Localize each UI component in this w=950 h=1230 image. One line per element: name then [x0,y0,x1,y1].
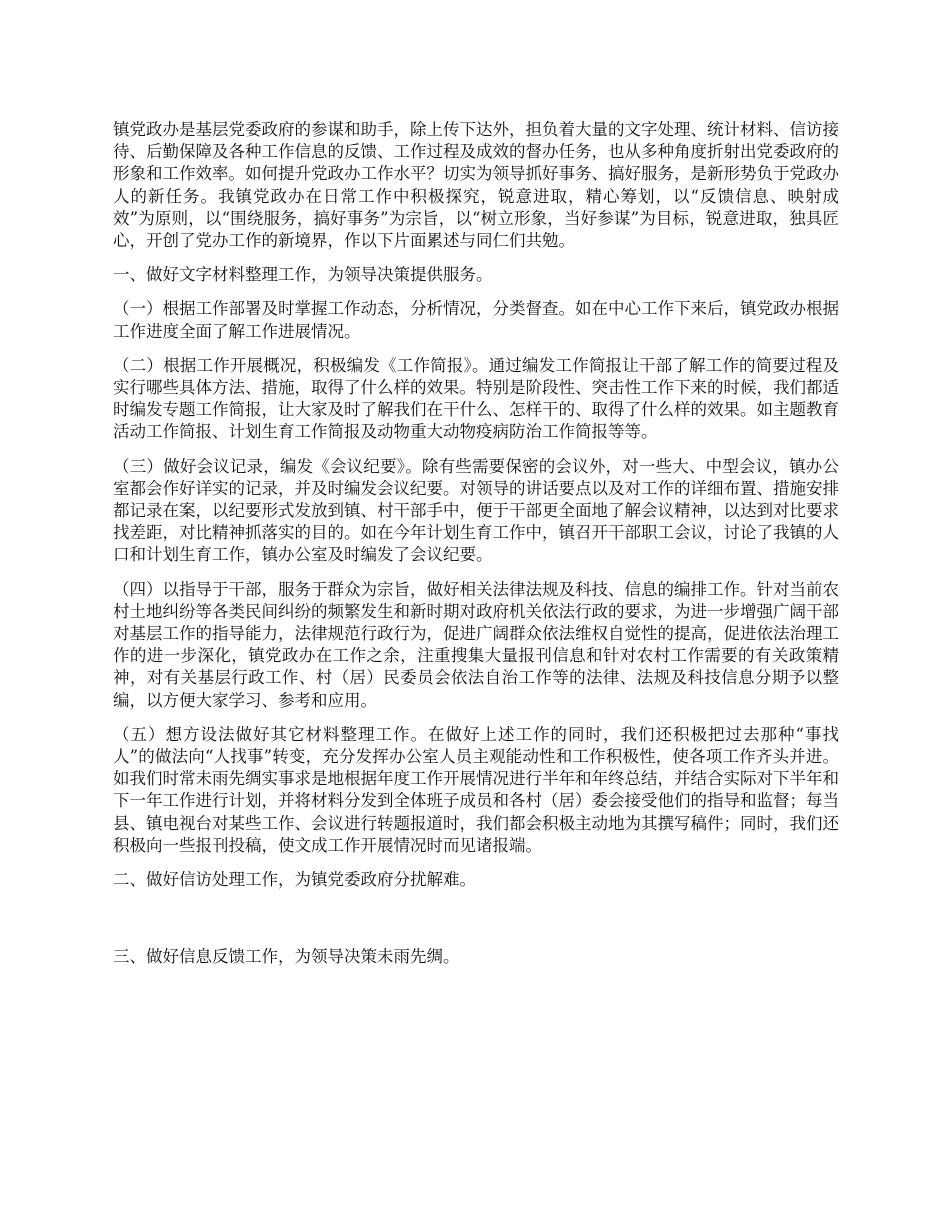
section-heading-3: 三、做好信息反馈工作，为领导决策未雨先绸。 [113,947,460,967]
section-heading-1: 一、做好文字材料整理工作，为领导决策提供服务。 [113,265,493,285]
document-body [113,119,839,981]
section-heading-2: 二、做好信访处理工作，为镇党委政府分扰解难。 [113,870,476,890]
subsection-1: （一）根据工作部署及时掌握工作动态，分析情况，分类督查。如在中心工作下来后，镇党政办根据工作进度全面了解工作进展情况。 [113,299,839,341]
subsection-5: （五）想方设法做好其它材料整理工作。在做好上述工作的同时，我们还积极把过去那种“事找人”的做法向“人找事”转变，充分发挥办公室人员主观能动性和工作积极性，使各项工作齐头并进。如我们时常未雨先绸实事求是地根据年度工作开展情况进行半年和年终总结，并结合实际对下半年和下一年工作进行计划，并将材料分发到全体班子成员和各村（居）委会接受他们的指导和监督；每当县、镇电视台对某些工作、会议进行转题报道时，我们都会积极主动地为其撰写稿件；同时，我们还积极向一些报刊投稿，使文成工作开展情况时而见诸报端。 [113,724,839,855]
subsection-4: （四）以指导于干部，服务于群众为宗旨，做好相关法律法规及科技、信息的编排工作。针对当前农村土地纠纷等各类民间纠纷的频繁发生和新时期对政府机关依法行政的要求，为进一步增强广阔干部对基层工作的指导能力，法律规范行政行为，促进广阔群众依法维权自觉性的提高，促进依法治理工作的进一步深化，镇党政办在工作之余，注重搜集大量报刊信息和针对农村工作需要的有关政策精神，对有关基层行政工作、村（居）民委员会依法自治工作等的法律、法规及科技信息分期予以整编，以方便大家学习、参考和应用。 [113,579,839,710]
intro-paragraph: 镇党政办是基层党委政府的参谋和助手，除上传下达外，担负着大量的文字处理、统计材料、信访接待、后勤保障及各种工作信息的反馈、工作过程及成效的督办任务，也从多种角度折射出党委政府的形象和工作效率。如何提升党政办工作水平？切实为领导抓好事务、搞好服务，是新形势负于党政办人的新任务。我镇党政办在日常工作中积极探究，锐意进取，精心筹划，以“反馈信息、映射成效”为原则，以“围绕服务，搞好事务”为宗旨，以“树立形象，当好参谋”为目标，锐意进取，独具匠心，开创了党办工作的新境界，作以下片面累述与同仁们共勉。 [113,120,839,251]
subsection-3: （三）做好会议记录，编发《会议纪要》。除有些需要保密的会议外，对一些大、中型会议，镇办公室都会作好详实的记录，并及时编发会议纪要。对领导的讲话要点以及对工作的详细布置、措施安排都记录在案，以纪要形式发放到镇、村干部手中，便于干部更全面地了解会议精神，以达到对比要求找差距，对比精神抓落实的目的。如在今年计划生育工作中，镇召开干部职工会议，讨论了我镇的人口和计划生育工作，镇办公室及时编发了会议纪要。 [113,456,839,565]
subsection-2: （二）根据工作开展概况，积极编发《工作简报》。通过编发工作简报让干部了解工作的简要过程及实行哪些具体方法、措施，取得了什么样的效果。特别是阶段性、突击性工作下来的时候，我们都适时编发专题工作简报，让大家及时了解我们在干什么、怎样干的、取得了什么样的效果。如主题教育活动工作简报、计划生育工作简报及动物重大动物疫病防治工作简报等等。 [113,355,839,442]
blank-space [113,903,839,946]
